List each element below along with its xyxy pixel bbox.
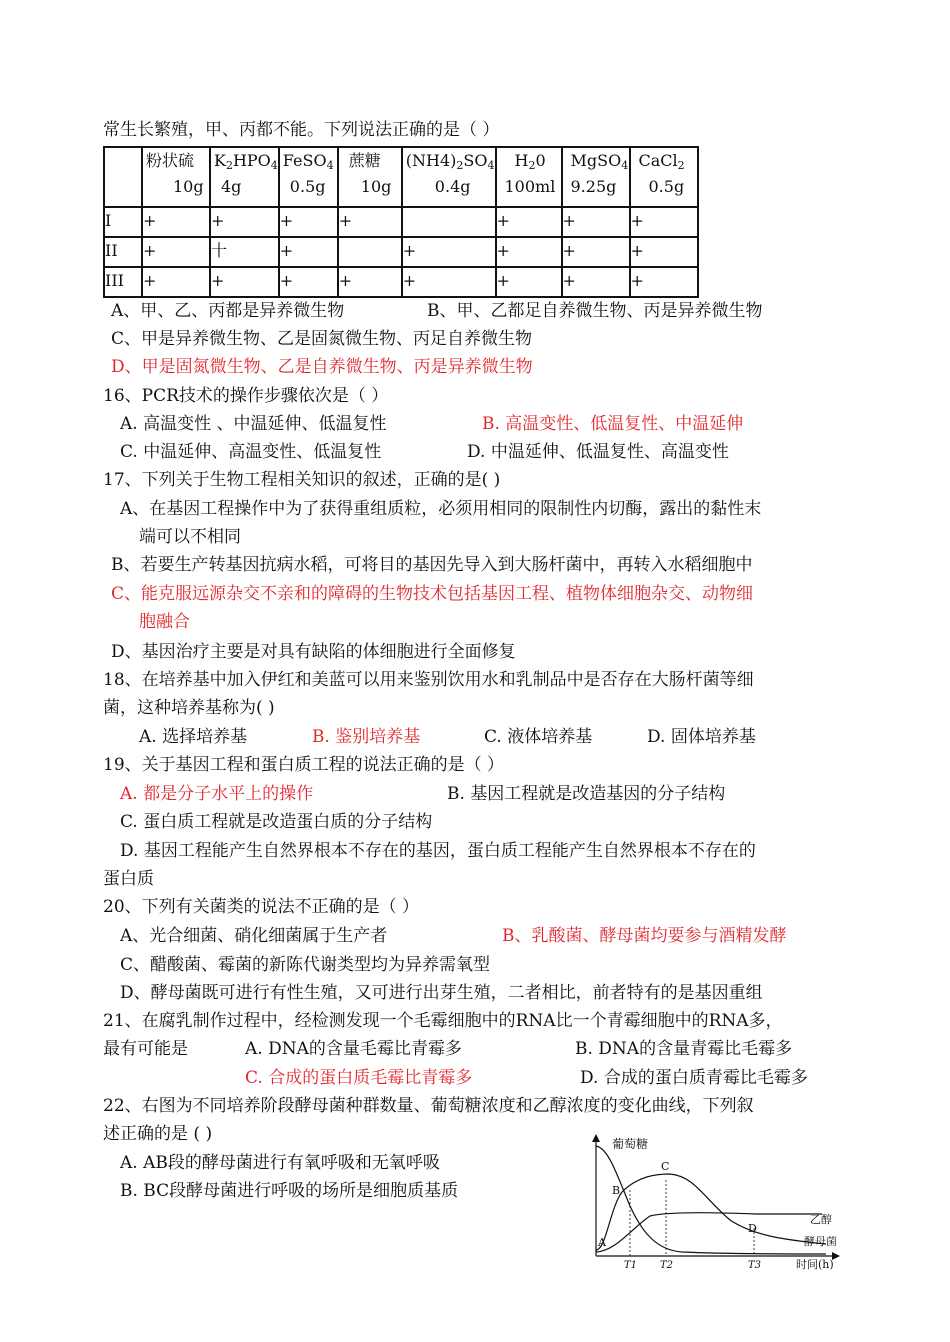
q15-option-b: B、甲、乙都足自养微生物、丙是异养微生物: [427, 301, 763, 321]
q21-stem: 21、在腐乳制作过程中，经检测发现一个毛霉细胞中的RNA比一个青霉细胞中的RNA多，: [103, 1011, 783, 1031]
table-cell: [338, 237, 402, 267]
row-label: III: [104, 267, 142, 297]
header-name: MgSO$_4$: [570, 151, 629, 172]
header-name: $H_20$: [514, 151, 546, 172]
q20-option-c: C、醋酸菌、霉菌的新陈代谢类型均为异养需氧型: [120, 955, 491, 975]
q18-option-d: D. 固体培养基: [647, 727, 756, 747]
point-d: D: [748, 1222, 757, 1235]
header-amount: 10g: [360, 177, 392, 196]
table-cell: [402, 207, 496, 237]
header-amount: 100ml: [504, 177, 556, 196]
q22-option-a: A. AB段的酵母菌进行有氧呼吸和无氧呼吸: [120, 1153, 440, 1173]
q22-option-b: B. BC段酵母菌进行呼吸的场所是细胞质基质: [120, 1181, 459, 1201]
q15-option-c: C、甲是异养微生物、乙是固氮微生物、丙足自养微生物: [111, 329, 533, 349]
header-amount: 9.25g: [570, 177, 617, 196]
table-cell: +: [210, 267, 279, 297]
q16-option-a: A. 高温变性 、中温延伸、低温复性: [120, 414, 387, 434]
table-cell: +: [496, 237, 562, 267]
row-label: II: [104, 237, 142, 267]
q18-option-a: A. 选择培养基: [139, 727, 248, 747]
point-b: B: [612, 1184, 621, 1197]
table-row: [104, 237, 698, 267]
q21-option-c-answer: C. 合成的蛋白质毛霉比青霉多: [245, 1068, 473, 1088]
table-corner: [104, 147, 142, 207]
q18-stem: 18、在培养基中加入伊红和美蓝可以用来鉴别饮用水和乳制品中是否存在大肠杆菌等细: [103, 670, 754, 690]
q19-stem: 19、关于基因工程和蛋白质工程的说法正确的是（ ）: [103, 755, 505, 775]
table-cell: +: [496, 207, 562, 237]
q15-stem-tail: 常生长繁殖，甲、丙都不能。下列说法正确的是（ ）: [103, 120, 500, 140]
header-name: CaCl$_2$: [638, 151, 685, 172]
yeast-curve: [596, 1174, 826, 1250]
header-amount: 0.5g: [648, 177, 685, 196]
q20-option-b-answer: B、乳酸菌、酵母菌均要参与酒精发酵: [502, 926, 787, 946]
q19-option-a-answer: A. 都是分子水平上的操作: [120, 784, 314, 804]
tick-t1: T1: [624, 1260, 638, 1271]
table-header-row: [104, 147, 698, 207]
table-header: [562, 147, 630, 207]
tick-t2: T2: [660, 1260, 674, 1271]
q16-option-c: C. 中温延伸、高温变性、低温复性: [120, 442, 382, 462]
q20-stem: 20、下列有关菌类的说法不正确的是（ ）: [103, 897, 420, 917]
q19-option-d: D. 基因工程能产生自然界根本不存在的基因，蛋白质工程能产生自然界根本不存在的: [120, 841, 756, 861]
header-name: FeSO$_4$: [282, 151, 334, 172]
q17-option-c-cont: 胞融合: [139, 612, 190, 632]
table-cell: +: [338, 267, 402, 297]
point-a: A: [598, 1236, 606, 1249]
q17-option-a: A、在基因工程操作中为了获得重组质粒，必须用相同的限制性内切酶，露出的黏性末: [120, 499, 762, 519]
q18-option-c: C. 液体培养基: [484, 727, 593, 747]
header-name: 蔗糖: [348, 151, 381, 170]
culture-curve-figure: [586, 1132, 848, 1272]
table-cell: +: [142, 237, 210, 267]
table-cell: +: [496, 267, 562, 297]
header-amount: 0.4g: [434, 177, 471, 196]
q16-option-d: D. 中温延伸、低温复性、高温变性: [467, 442, 729, 462]
table-cell: +: [562, 237, 630, 267]
yeast-label: 酵母菌: [804, 1235, 837, 1248]
table-cell: +: [279, 207, 338, 237]
q16-option-b-answer: B. 高温变性、低温复性、中温延伸: [482, 414, 744, 434]
table-header: [630, 147, 698, 207]
q21-option-d: D. 合成的蛋白质青霉比毛霉多: [580, 1068, 808, 1088]
q15-option-d-answer: D、甲是固氮微生物、乙是自养微生物、丙是异养微生物: [111, 357, 533, 377]
q17-option-a-cont: 端可以不相同: [139, 527, 241, 547]
table-cell: +: [630, 207, 698, 237]
q20-option-a: A、光合细菌、硝化细菌属于生产者: [120, 926, 388, 946]
table-cell: +: [279, 267, 338, 297]
table-header: [142, 147, 210, 207]
table-cell: +: [210, 207, 279, 237]
q19-option-b: B. 基因工程就是改造基因的分子结构: [447, 784, 726, 804]
table-header: [496, 147, 562, 207]
table-cell: +: [338, 207, 402, 237]
glucose-curve: [596, 1146, 826, 1254]
table-cell: +: [279, 237, 338, 267]
table-cell: +: [142, 207, 210, 237]
header-amount: 4g: [221, 177, 242, 196]
header-name: $(NH4)_2SO_4$: [405, 151, 495, 172]
q19-option-c: C. 蛋白质工程就是改造蛋白质的分子结构: [120, 812, 433, 832]
table-cell: +: [630, 237, 698, 267]
table-header: [210, 147, 279, 207]
q16-stem: 16、PCR技术的操作步骤依次是（ ）: [103, 386, 389, 406]
q21-stem-cont: 最有可能是: [103, 1039, 188, 1059]
tick-t3: T3: [748, 1260, 762, 1271]
header-amount: 10g: [173, 177, 204, 196]
table-cell: +: [402, 237, 496, 267]
q19-option-d-cont: 蛋白质: [103, 869, 154, 889]
table-row: [104, 267, 698, 297]
q17-option-c-answer: C、能克服远源杂交不亲和的障碍的生物技术包括基因工程、植物体细胞杂交、动物细: [111, 584, 754, 604]
y-axis-arrow: [592, 1134, 600, 1142]
q17-option-b: B、若要生产转基因抗病水稻，可将目的基因先导入到大肠杆菌中，再转入水稻细胞中: [111, 555, 753, 575]
table-cell: +: [142, 267, 210, 297]
q22-stem-cont: 述正确的是 ( ): [103, 1124, 213, 1144]
table-header: [279, 147, 338, 207]
header-amount: 0.5g: [289, 177, 326, 196]
q18-option-b-answer: B. 鉴别培养基: [312, 727, 421, 747]
table-row: [104, 207, 698, 237]
table-cell: +: [562, 267, 630, 297]
q20-option-d: D、酵母菌既可进行有性生殖，又可进行出芽生殖，二者相比，前者特有的是基因重组: [120, 983, 763, 1003]
table-cell: +: [562, 207, 630, 237]
q17-option-d: D、基因治疗主要是对具有缺陷的体细胞进行全面修复: [111, 642, 516, 662]
time-axis-label: 时间(h): [796, 1258, 834, 1271]
row-label: I: [104, 207, 142, 237]
glucose-label: 葡萄糖: [612, 1137, 649, 1151]
q15-option-a: A、甲、乙、丙都是异养微生物: [111, 301, 345, 321]
table-cell: +: [402, 267, 496, 297]
table-header: [402, 147, 496, 207]
q21-option-b: B. DNA的含量青霉比毛霉多: [575, 1039, 793, 1059]
q21-option-a: A. DNA的含量毛霉比青霉多: [245, 1039, 462, 1059]
table-header: [338, 147, 402, 207]
q18-stem-cont: 菌，这种培养基称为( ): [103, 698, 275, 718]
header-name: $K_2HPO_4$: [214, 151, 278, 172]
point-c: C: [661, 1160, 670, 1173]
header-name: 粉状硫: [146, 151, 195, 170]
table-cell: +: [630, 267, 698, 297]
table-cell: 十: [210, 237, 279, 267]
medium-table: [103, 146, 699, 298]
ethanol-label: 乙醇: [810, 1213, 832, 1226]
q22-stem: 22、右图为不同培养阶段酵母菌种群数量、葡萄糖浓度和乙醇浓度的变化曲线，下列叙: [103, 1096, 754, 1116]
q17-stem: 17、下列关于生物工程相关知识的叙述，正确的是( ): [103, 470, 501, 490]
